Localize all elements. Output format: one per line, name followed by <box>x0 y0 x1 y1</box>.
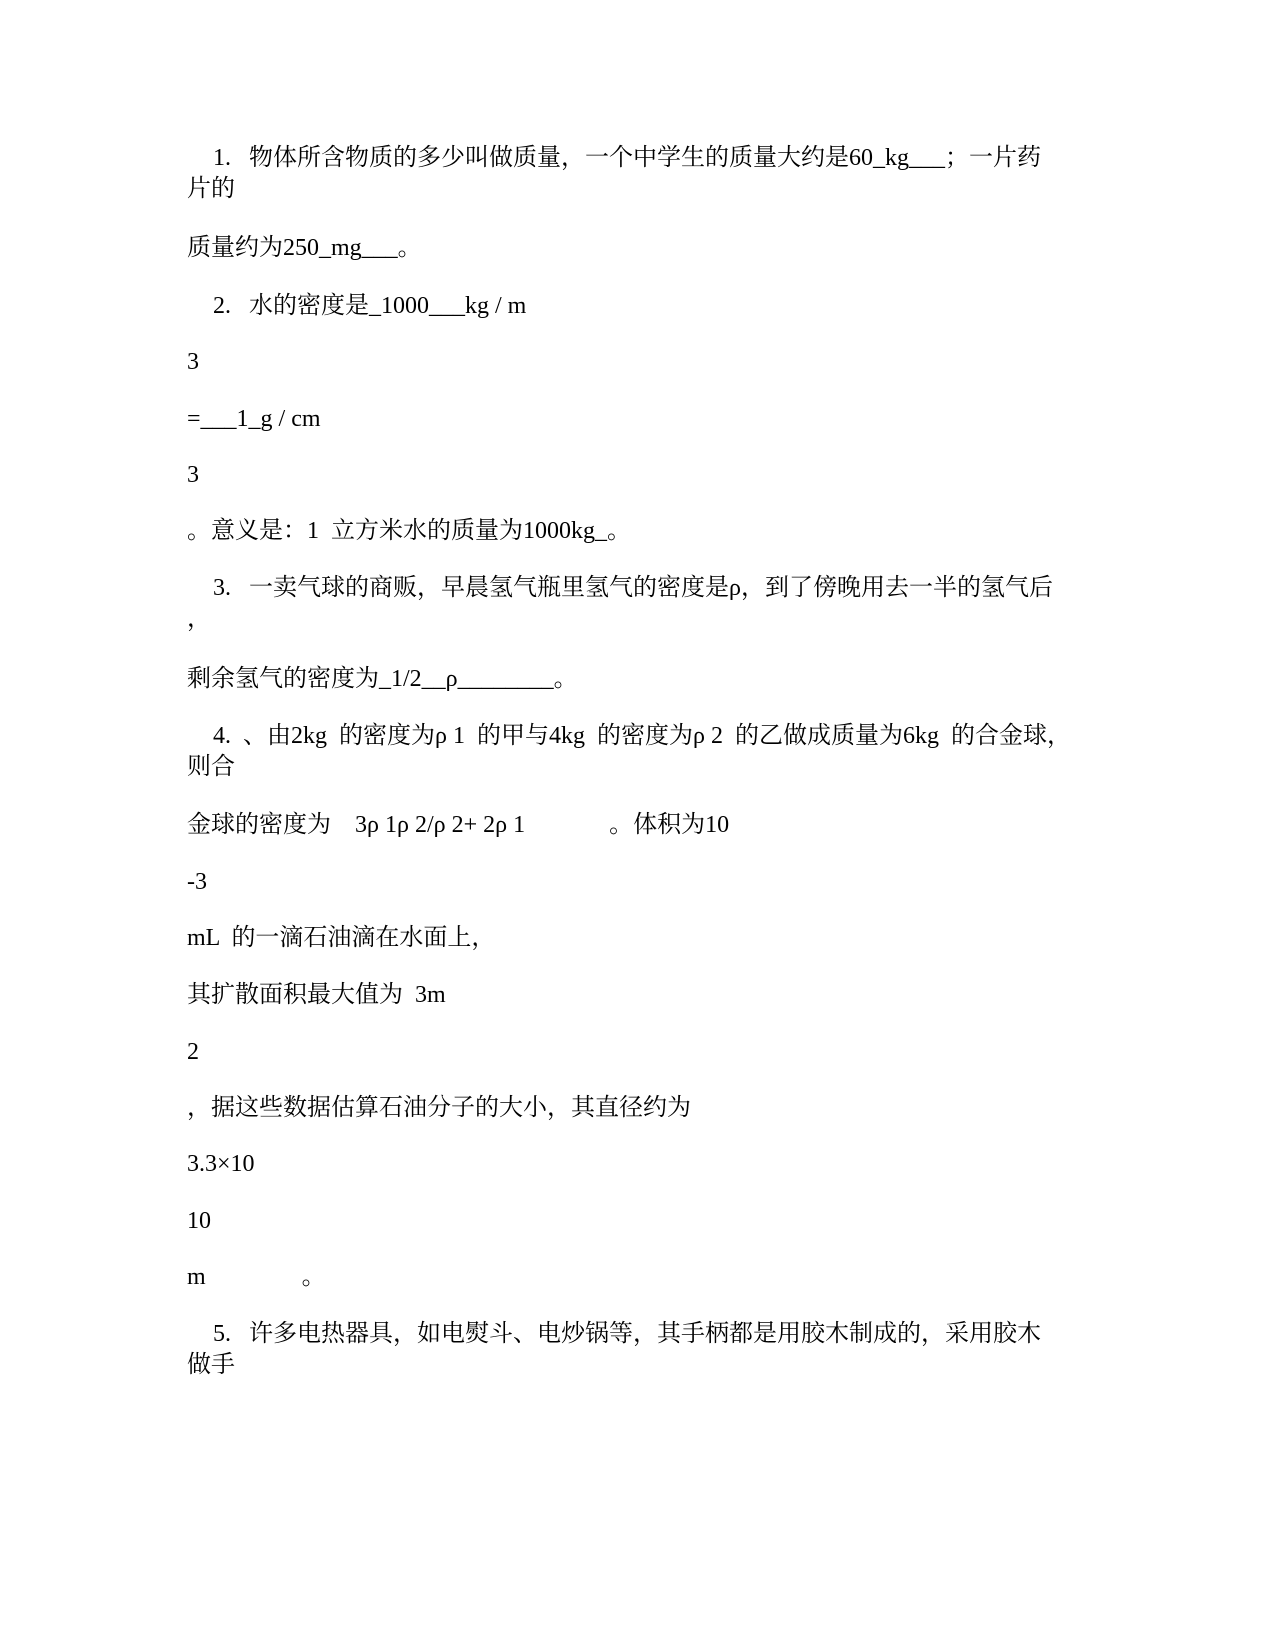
q4-line-4: mL 的一滴石油滴在水面上， <box>187 925 496 951</box>
q4-line-5: 其扩散面积最大值为 3m <box>187 982 446 1008</box>
q2-line-3: 。意义是：1 立方米水的质量为1000kg_。 <box>187 518 631 544</box>
q4-line-1: 4. 、由2kg 的密度为ρ 1 的甲与4kg 的密度为ρ 2 的乙做成质量为6kg 的合金球， <box>213 723 1071 749</box>
q4-exponent-1: -3 <box>187 869 207 895</box>
q4-line-3: 金球的密度为 3ρ 1ρ 2/ρ 2+ 2ρ 1 。体积为10 <box>187 812 730 838</box>
q4-line-7: 3.3×10 <box>187 1151 255 1177</box>
q2-line-2: =___1_g / cm <box>187 406 321 432</box>
q4-line-8: m 。 <box>187 1264 326 1290</box>
q5-line-1: 5. 许多电热器具，如电熨斗、电炒锅等，其手柄都是用胶木制成的，采用胶木 <box>213 1321 1041 1347</box>
q1-line-3: 质量约为250_mg___。 <box>187 235 422 261</box>
q3-line-1: 3. 一卖气球的商贩，早晨氢气瓶里氢气的密度是ρ，到了傍晚用去一半的氢气后 <box>213 575 1053 601</box>
q5-line-2: 做手 <box>187 1352 235 1378</box>
q1-line-2: 片的 <box>187 176 235 202</box>
q1-line-1: 1. 物体所含物质的多少叫做质量，一个中学生的质量大约是60_kg___；一片药 <box>213 145 1041 171</box>
q4-exponent-2: 2 <box>187 1039 199 1065</box>
q4-exponent-3: 10 <box>187 1208 211 1234</box>
q4-line-2: 则合 <box>187 754 235 780</box>
q3-line-2: ， <box>187 606 211 632</box>
q2-exponent-1: 3 <box>187 349 199 375</box>
q4-line-6: ，据这些数据估算石油分子的大小，其直径约为 <box>187 1095 691 1121</box>
q3-line-3: 剩余氢气的密度为_1/2__ρ________。 <box>187 666 578 692</box>
q2-exponent-2: 3 <box>187 462 199 488</box>
q2-line-1: 2. 水的密度是_1000___kg / m <box>213 293 527 319</box>
